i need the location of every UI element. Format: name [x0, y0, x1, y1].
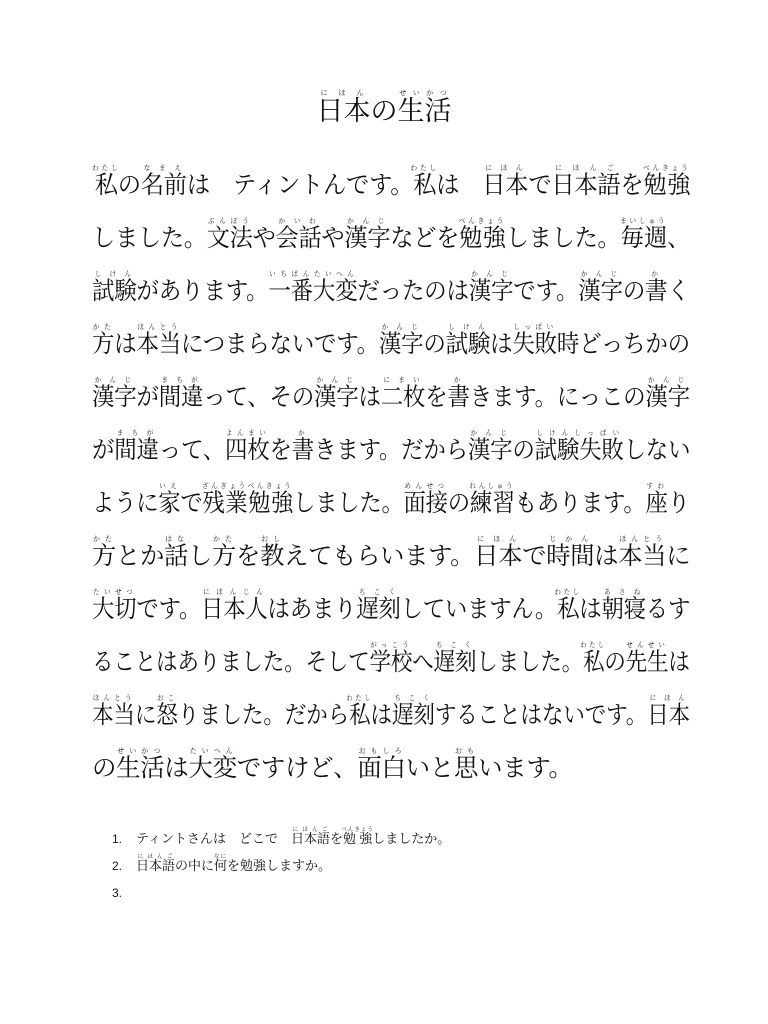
text-run: を: [269, 435, 292, 464]
text-run: ることはありました。そして: [92, 647, 370, 676]
ruby-base: 練習: [469, 488, 516, 517]
ruby-word: [625, 641, 669, 676]
ruby-base: 会話: [275, 223, 322, 252]
furigana: わたし: [580, 641, 607, 649]
page-title: [0, 88, 768, 136]
furigana: しけん: [92, 270, 137, 278]
ruby-base: 毎週: [620, 223, 668, 252]
ruby-base: 家: [158, 488, 181, 517]
furigana: おもしろ: [357, 747, 406, 755]
furigana: かた: [92, 535, 117, 543]
text-run: もあります。: [514, 488, 646, 517]
furigana: せいかつ: [116, 747, 165, 755]
text-run: は: [370, 700, 392, 729]
ruby-word: [453, 747, 479, 782]
ruby-base: 試験: [92, 276, 137, 305]
furigana: おし: [260, 535, 285, 543]
question-item: [112, 822, 672, 849]
ruby-word: [316, 89, 371, 127]
furigana: たいへん: [188, 747, 237, 755]
essay-body: [92, 157, 692, 793]
text-run: を: [425, 382, 448, 411]
furigana: よんまい: [225, 429, 270, 437]
ruby-base: 日本: [474, 541, 523, 570]
ruby-word: [403, 482, 448, 517]
ruby-word: [92, 535, 117, 570]
essay-line: [92, 263, 690, 316]
ruby-word: [512, 323, 557, 358]
question-number: 1.: [112, 832, 123, 846]
furigana: ぶんぽう: [206, 217, 253, 225]
ruby-word: [380, 376, 426, 411]
ruby-base: 書: [291, 435, 314, 464]
text-run: えてもらいます。: [284, 541, 475, 570]
ruby-base: 面白: [357, 753, 406, 782]
essay-line: [92, 475, 690, 528]
text-run: しました。: [92, 223, 207, 252]
ruby-word: [580, 641, 607, 676]
ruby-word: [551, 164, 621, 199]
ruby-base: 日本: [647, 700, 690, 729]
furigana: か: [291, 429, 314, 437]
text-run: などを: [390, 223, 460, 252]
text-run: ように: [92, 488, 159, 517]
ruby-word: [202, 482, 294, 517]
text-run: は: [358, 382, 381, 411]
ruby-base: 方: [92, 541, 117, 570]
ruby-base: 文法: [206, 223, 253, 252]
ruby-base: 方: [212, 541, 237, 570]
text-run: していますん。: [400, 594, 558, 623]
ruby-base: 試験失敗: [534, 435, 624, 464]
ruby-base: 面接: [403, 488, 448, 517]
furigana: か: [645, 270, 668, 278]
text-run: で: [180, 488, 203, 517]
text-run: りました。だから: [177, 700, 350, 729]
ruby-base: 勉強: [341, 832, 374, 847]
furigana: か: [447, 376, 470, 384]
furigana: にほんご: [136, 854, 176, 860]
text-run: るす: [645, 594, 691, 623]
ruby-word: [290, 827, 330, 847]
ruby-word: [313, 376, 359, 411]
text-run: で: [522, 541, 547, 570]
essay-line: [92, 316, 690, 369]
ruby-base: 漢字: [313, 382, 359, 411]
furigana: めんせつ: [403, 482, 448, 490]
text-run: 時どっちかの: [556, 329, 690, 358]
furigana: せんせい: [625, 641, 669, 649]
furigana: わたし: [410, 164, 440, 172]
ruby-base: 遅刻: [356, 594, 401, 623]
ruby-base: 方: [92, 329, 115, 358]
text-run: し: [188, 541, 213, 570]
furigana: にほん: [316, 89, 371, 97]
ruby-word: [158, 482, 181, 517]
ruby-base: 日本: [482, 170, 529, 199]
text-run: しました。: [476, 647, 583, 676]
essay-line: [92, 528, 691, 581]
text-run: があります。: [136, 276, 269, 305]
ruby-base: 日本語: [551, 170, 621, 199]
furigana: かんじ: [313, 376, 359, 384]
furigana: はな: [164, 535, 189, 543]
furigana: まちが: [114, 429, 159, 437]
furigana: かんじ: [578, 270, 623, 278]
question-text: [136, 854, 332, 874]
ruby-word: [214, 854, 228, 874]
text-run: は: [490, 329, 513, 358]
ruby-base: 先生: [625, 647, 669, 676]
text-run: の: [92, 753, 117, 782]
text-run: は: [164, 753, 189, 782]
furigana: ほんとう: [618, 535, 667, 543]
ruby-base: 遅刻: [433, 647, 477, 676]
ruby-word: [156, 694, 178, 729]
ruby-word: [140, 164, 187, 199]
ruby-word: [391, 694, 435, 729]
text-run: しない: [623, 435, 691, 464]
ruby-word: [201, 588, 268, 623]
ruby-word: [458, 217, 507, 252]
ruby-word: [260, 535, 285, 570]
ruby-base: 漢字: [578, 276, 623, 305]
furigana: ちこく: [433, 641, 477, 649]
text-run: を: [236, 541, 261, 570]
essay-line: [92, 740, 690, 793]
text-run: だったのは: [357, 276, 469, 305]
ruby-base: 試験: [445, 329, 491, 358]
ruby-word: [410, 164, 440, 199]
ruby-base: 漢字: [378, 329, 424, 358]
ruby-base: 本当: [92, 700, 135, 729]
text-run: の: [447, 488, 470, 517]
furigana: ほんとう: [136, 323, 181, 331]
ruby-word: [225, 429, 270, 464]
furigana: かいわ: [275, 217, 322, 225]
ruby-base: 教: [260, 541, 285, 570]
furigana: ほんとう: [92, 694, 135, 702]
essay-line: [92, 687, 690, 740]
ruby-base: 思: [453, 753, 479, 782]
furigana: せいかつ: [397, 89, 452, 97]
furigana: べんきょう: [341, 827, 374, 833]
furigana: あさね: [601, 588, 646, 596]
furigana: にほん: [647, 694, 690, 702]
furigana: がっこう: [369, 641, 413, 649]
furigana: しっぱい: [512, 323, 557, 331]
ruby-base: 漢字: [645, 382, 690, 411]
text-run: って、その: [203, 382, 314, 411]
essay-line: [92, 157, 691, 210]
ruby-word: [92, 270, 137, 305]
ruby-word: [275, 217, 322, 252]
furigana: しけん: [445, 323, 491, 331]
furigana: かんじ: [92, 376, 137, 384]
ruby-word: [469, 482, 516, 517]
ruby-base: 書: [447, 382, 470, 411]
ruby-word: [92, 164, 121, 199]
ruby-base: 私: [346, 700, 374, 729]
ruby-word: [645, 376, 690, 411]
ruby-word: [206, 217, 253, 252]
ruby-base: 一番大変: [268, 276, 358, 305]
text-run: り: [667, 488, 690, 517]
ruby-word: [341, 827, 374, 847]
furigana: れんしゅう: [469, 482, 516, 490]
ruby-base: 書: [645, 276, 668, 305]
furigana: ちこく: [356, 588, 401, 596]
ruby-word: [554, 588, 582, 623]
furigana: にまい: [380, 376, 426, 384]
furigana: かんじ: [467, 429, 513, 437]
text-run: の: [604, 647, 626, 676]
text-run: は: [579, 594, 602, 623]
text-run: につまらないです。: [180, 329, 379, 358]
text-run: することはないです。: [434, 700, 648, 729]
ruby-base: 漢字: [467, 435, 513, 464]
furigana: まいしゅう: [620, 217, 668, 225]
ruby-word: [601, 588, 646, 623]
furigana: まちが: [158, 376, 204, 384]
text-run: います。: [478, 753, 573, 782]
ruby-word: [114, 429, 159, 464]
ruby-word: [482, 164, 529, 199]
ruby-base: 間違: [114, 435, 159, 464]
ruby-base: 何: [214, 859, 228, 874]
furigana: かんじ: [344, 217, 391, 225]
ruby-base: 間違: [158, 382, 204, 411]
ruby-word: [645, 270, 668, 305]
furigana: にほんじん: [201, 588, 268, 596]
ruby-word: [291, 429, 314, 464]
furigana: なに: [214, 854, 228, 860]
ruby-word: [92, 588, 137, 623]
text-run: しました。: [293, 488, 404, 517]
text-run: の: [622, 276, 646, 305]
furigana: ちこく: [391, 694, 435, 702]
essay-line: [92, 581, 691, 634]
text-run: って、: [158, 435, 226, 464]
ruby-word: [618, 535, 667, 570]
furigana: じかん: [546, 535, 595, 543]
text-run: ですけど、: [236, 753, 358, 782]
ruby-word: [447, 376, 470, 411]
ruby-base: 話: [164, 541, 189, 570]
ruby-base: 日本語: [290, 832, 330, 847]
text-run: いと: [405, 753, 454, 782]
ruby-base: 生活: [397, 96, 452, 127]
furigana: にほんご: [290, 827, 330, 833]
ruby-base: 私: [580, 647, 607, 676]
furigana: おこ: [156, 694, 178, 702]
text-run: や: [321, 223, 345, 252]
ruby-base: 日本人: [201, 594, 268, 623]
question-text: [136, 827, 451, 847]
question-item: [112, 849, 672, 876]
text-run: です。: [136, 594, 202, 623]
text-run: は: [114, 329, 137, 358]
ruby-base: 時間: [546, 541, 595, 570]
ruby-word: [445, 323, 491, 358]
ruby-word: [369, 641, 413, 676]
ruby-word: [116, 747, 165, 782]
ruby-word: [468, 270, 514, 305]
ruby-word: [474, 535, 523, 570]
ruby-base: 学校: [369, 647, 413, 676]
text-run: へ: [412, 647, 434, 676]
furigana: かた: [212, 535, 237, 543]
text-run: く: [667, 276, 690, 305]
text-run: きます。だから: [313, 435, 468, 464]
furigana: しけんしっぱい: [534, 429, 624, 437]
ruby-word: [467, 429, 513, 464]
text-run: の: [117, 170, 141, 199]
essay-line: [92, 634, 690, 687]
text-run: は: [668, 647, 690, 676]
ruby-base: 名前: [140, 170, 187, 199]
text-run: を: [329, 832, 343, 847]
text-run: しましたか。: [372, 832, 451, 847]
furigana: かんじ: [468, 270, 514, 278]
furigana: べんきょう: [643, 164, 691, 172]
ruby-word: [433, 641, 477, 676]
furigana: いえ: [158, 482, 181, 490]
essay-line: [92, 210, 691, 263]
text-run: ティントさんは どこで: [136, 832, 291, 847]
ruby-word: [645, 482, 668, 517]
text-run: は ティントんです。: [186, 170, 414, 199]
ruby-base: 残業勉強: [202, 488, 294, 517]
text-run: や: [252, 223, 276, 252]
text-run: の: [423, 329, 446, 358]
text-run: が: [136, 382, 159, 411]
ruby-word: [92, 694, 135, 729]
furigana: なまえ: [140, 164, 187, 172]
furigana: かんじ: [378, 323, 424, 331]
text-run: しました。: [505, 223, 621, 252]
ruby-base: 二枚: [380, 382, 426, 411]
ruby-base: 私: [410, 170, 440, 199]
text-run: は: [594, 541, 619, 570]
furigana: ざんぎょうべんきょう: [202, 482, 294, 490]
ruby-word: [92, 323, 115, 358]
question-item: [112, 876, 672, 903]
ruby-word: [346, 694, 374, 729]
text-run: に: [666, 541, 691, 570]
ruby-word: [397, 89, 452, 127]
furigana: かんじ: [645, 376, 690, 384]
furigana: すわ: [645, 482, 668, 490]
ruby-base: 朝寝: [601, 594, 646, 623]
ruby-base: 怒: [156, 700, 178, 729]
ruby-base: 私: [554, 594, 582, 623]
essay-line: [92, 369, 690, 422]
furigana: おも: [453, 747, 479, 755]
furigana: べんきょう: [458, 217, 507, 225]
furigana: にほん: [474, 535, 523, 543]
ruby-word: [136, 323, 181, 358]
furigana: にほん: [482, 164, 529, 172]
text-run: を勉強しますか。: [227, 859, 332, 874]
ruby-word: [92, 376, 137, 411]
question-number: 3.: [112, 886, 123, 900]
text-run: に: [134, 700, 157, 729]
furigana: いちばんたいへん: [268, 270, 358, 278]
furigana: たいせつ: [92, 588, 137, 596]
text-run: が: [92, 435, 115, 464]
ruby-word: [647, 694, 690, 729]
ruby-word: [643, 164, 691, 199]
ruby-base: 四枚: [225, 435, 270, 464]
text-run: で: [528, 170, 552, 199]
ruby-base: 漢字: [468, 276, 514, 305]
ruby-base: 座: [645, 488, 668, 517]
text-run: きます。にっこの: [469, 382, 646, 411]
ruby-base: 漢字: [344, 223, 391, 252]
ruby-base: 遅刻: [391, 700, 435, 729]
ruby-base: 大変: [188, 753, 237, 782]
ruby-word: [136, 854, 176, 874]
ruby-word: [378, 323, 424, 358]
ruby-word: [344, 217, 391, 252]
ruby-base: 本当: [136, 329, 181, 358]
question-number: 2.: [112, 859, 123, 873]
ruby-base: 大切: [92, 594, 137, 623]
ruby-base: 日本: [316, 96, 371, 127]
furigana: にほんご: [551, 164, 621, 172]
ruby-base: 失敗: [512, 329, 557, 358]
ruby-word: [188, 747, 237, 782]
ruby-word: [534, 429, 624, 464]
ruby-base: 勉強: [458, 223, 507, 252]
text-run: 、: [667, 223, 691, 252]
furigana: わたし: [554, 588, 582, 596]
ruby-word: [356, 588, 401, 623]
ruby-word: [268, 270, 358, 305]
text-run: はあまり: [267, 594, 357, 623]
question-list: [112, 822, 672, 903]
ruby-base: 私: [92, 170, 121, 199]
essay-line: [92, 422, 691, 475]
ruby-word: [357, 747, 406, 782]
text-run: の中に: [175, 859, 215, 874]
text-run: は: [436, 170, 483, 199]
text-run: を: [620, 170, 644, 199]
ruby-base: 勉強: [643, 170, 691, 199]
ruby-word: [578, 270, 623, 305]
text-run: の: [512, 435, 535, 464]
ruby-base: 本当: [618, 541, 667, 570]
furigana: かた: [92, 323, 115, 331]
ruby-base: 漢字: [92, 382, 137, 411]
text-run: です。: [513, 276, 579, 305]
ruby-word: [158, 376, 204, 411]
furigana: わたし: [92, 164, 121, 172]
ruby-word: [212, 535, 237, 570]
ruby-word: [164, 535, 189, 570]
furigana: わたし: [346, 694, 374, 702]
ruby-word: [546, 535, 595, 570]
text-run: とか: [116, 541, 165, 570]
ruby-base: 生活: [116, 753, 165, 782]
text-run: の: [370, 96, 398, 127]
ruby-word: [620, 217, 668, 252]
ruby-base: 日本語: [136, 859, 176, 874]
